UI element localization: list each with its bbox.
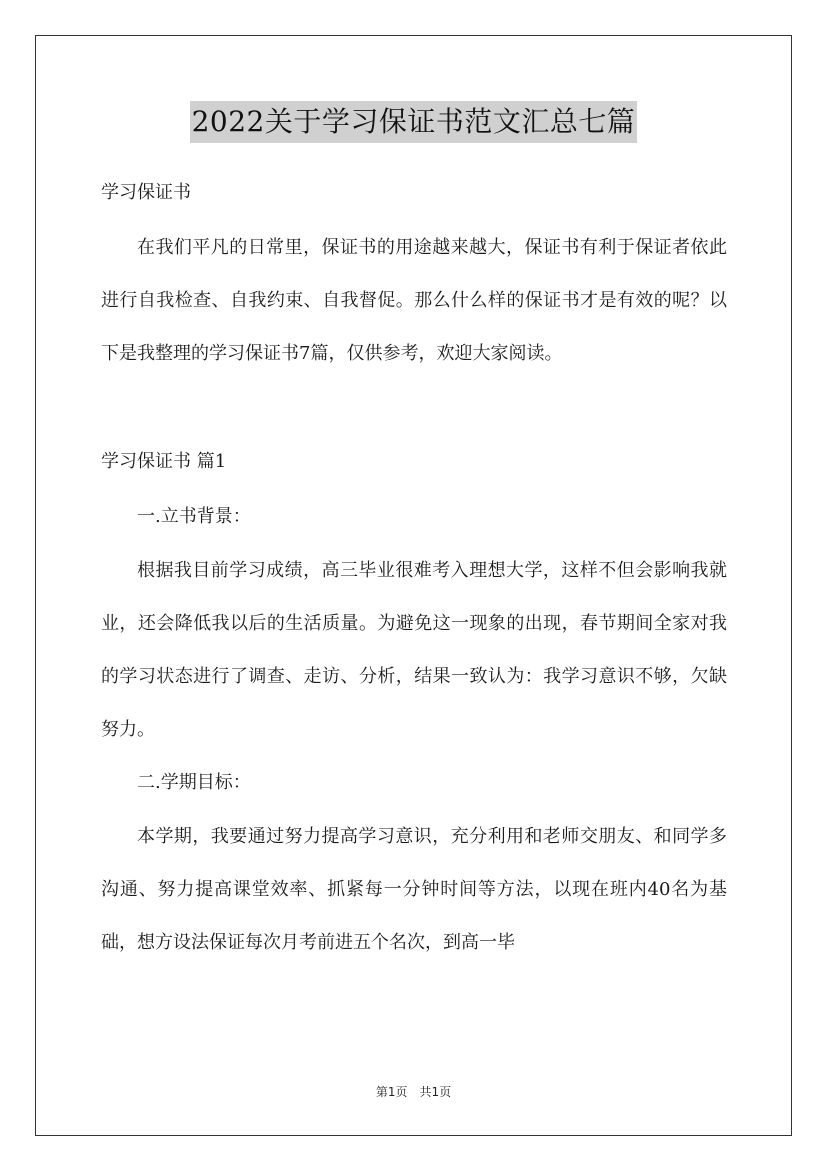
subheading-goals: 二.学期目标： [137, 772, 251, 793]
blank-line [101, 380, 727, 434]
title-container [0, 101, 827, 143]
document-body [101, 165, 727, 969]
intro-paragraph: 在我们平凡的日常里，保证书的用途越来越大，保证书有利于保证者依此进行自我检查、自我约束、自我督促。那么什么样的保证书才是有效的呢？以下是我整理的学习保证书7篇，仅供参考，欢迎大家阅读。 [101, 237, 727, 364]
goals-paragraph: 本学期，我要通过努力提高学习意识，充分利用和老师交朋友、和同学多沟通、努力提高课堂效率、抓紧每一分钟时间等方法，以现在班内40名为基础，想方设法保证每次月考前进五个名次，到高一毕 [101, 826, 727, 953]
subheading-background: 一.立书背景： [137, 506, 251, 527]
background-paragraph: 根据我目前学习成绩，高三毕业很难考入理想大学，这样不但会影响我就业，还会降低我以后的生活质量。为避免这一现象的出现，春节期间全家对我的学习状态进行了调查、走访、分析，结果一致认为：我学习意识不够，欠缺努力。 [101, 560, 727, 740]
chapter-heading: 学习保证书 篇1 [101, 451, 227, 472]
page-footer [0, 1084, 827, 1100]
document-title: 2022关于学习保证书范文汇总七篇 [190, 101, 638, 143]
section-heading: 学习保证书 [101, 182, 191, 203]
page-number: 第1页 共1页 [375, 1085, 452, 1099]
